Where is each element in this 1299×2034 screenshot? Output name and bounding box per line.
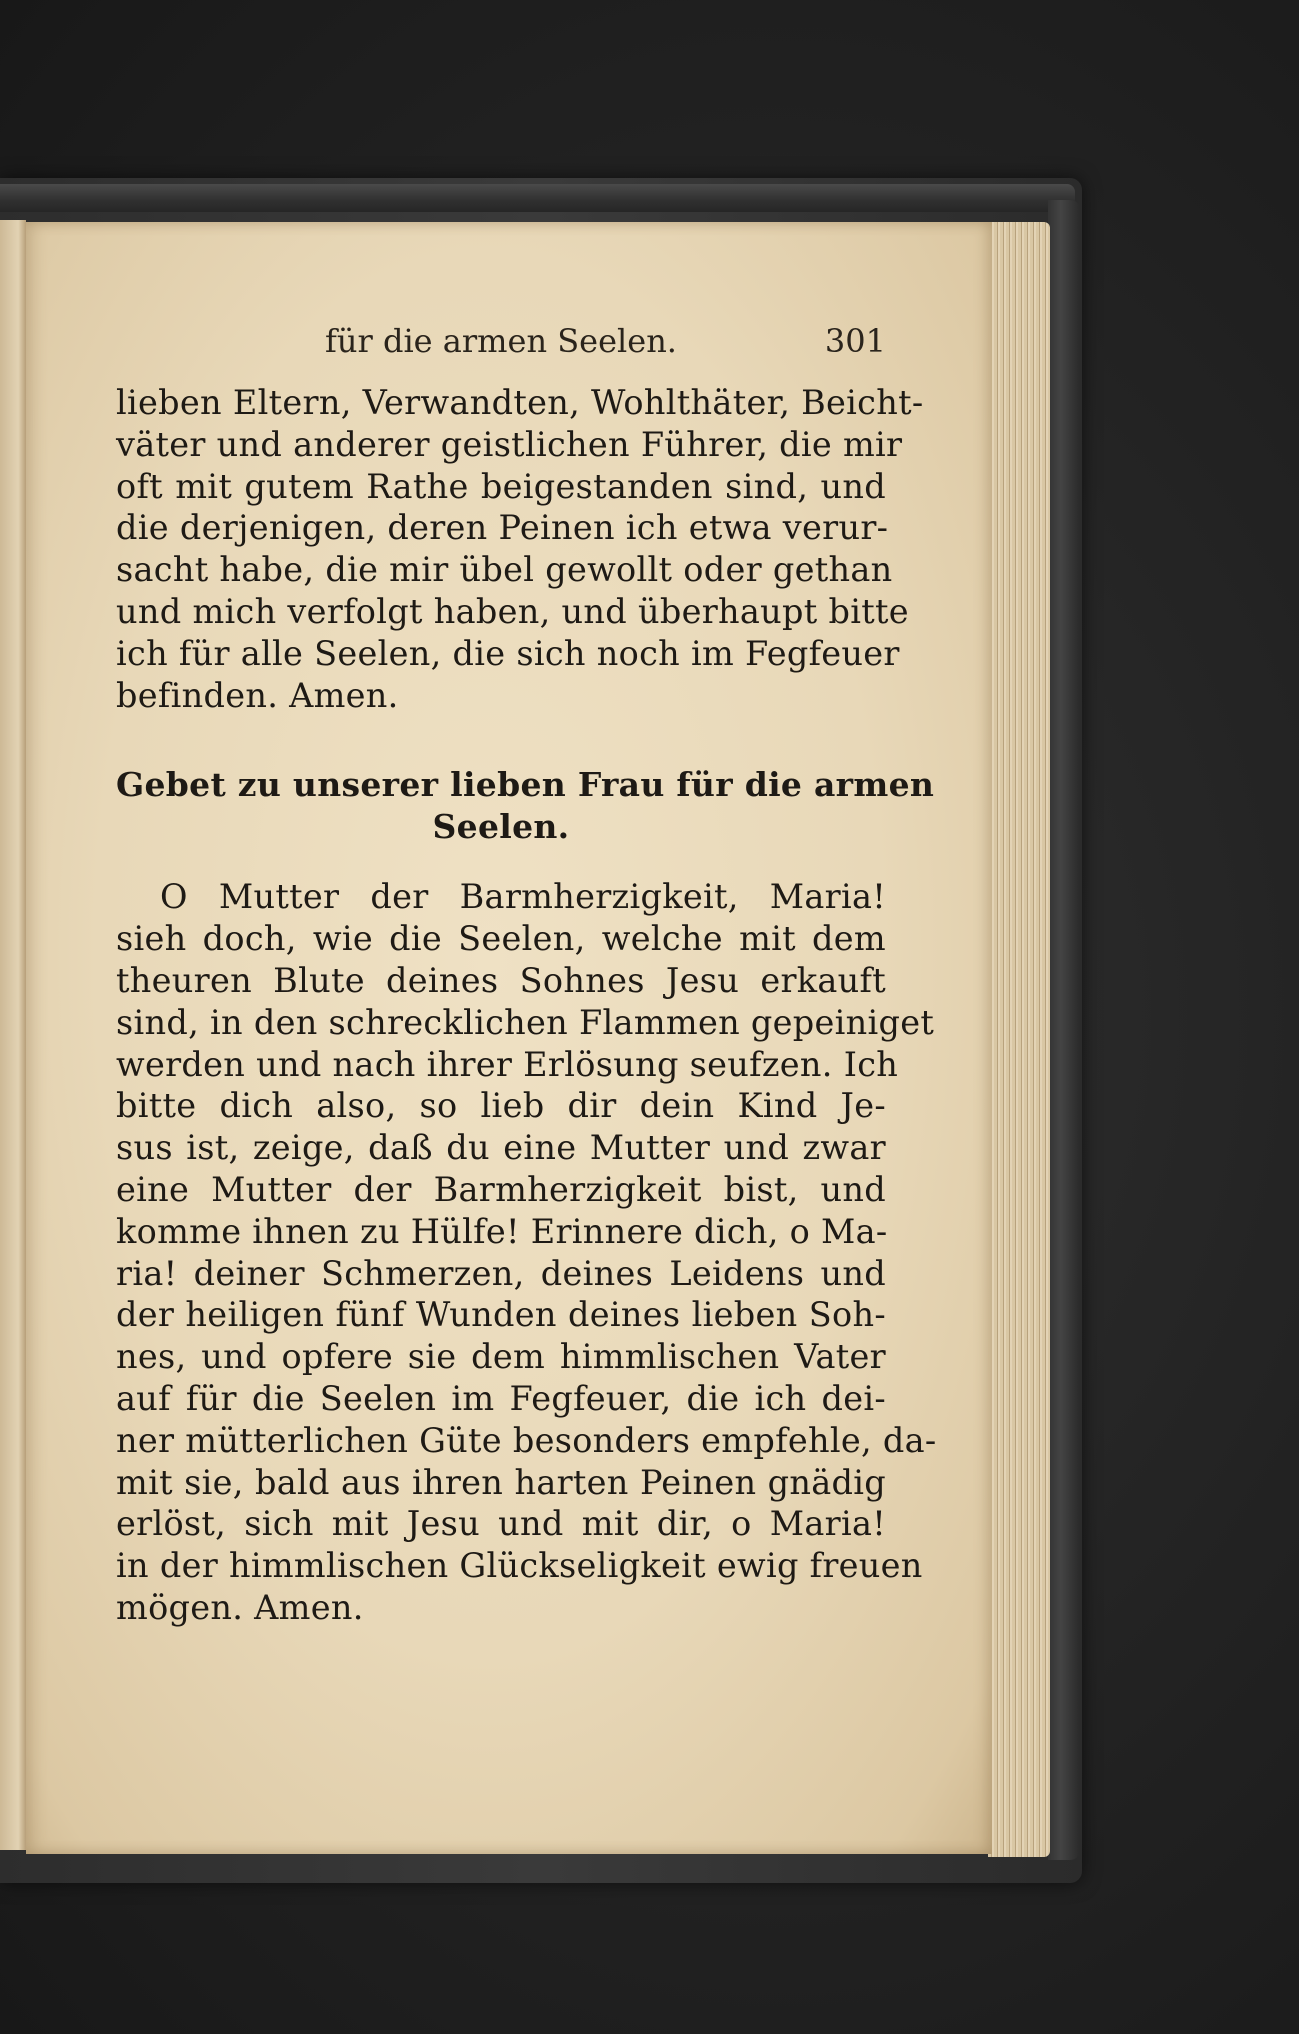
heading-line: Gebet zu unserer lieben Frau für die armen (116, 765, 935, 805)
text-line: erlöst, sich mit Jesu und mit dir, o Maria! (116, 1504, 886, 1544)
text-line: mögen. Amen. (116, 1587, 364, 1627)
cover-right-edge (1048, 200, 1080, 1860)
text-line: eine Mutter der Barmherzigkeit bist, und (116, 1169, 886, 1209)
text-line: komme ihnen zu Hülfe! Erinnere dich, o Ma- (116, 1211, 888, 1251)
heading-line: Seelen. (432, 807, 570, 847)
paragraph-1 (116, 382, 924, 716)
text-line: sus ist, zeige, daß du eine Mutter und zwar (116, 1128, 886, 1168)
page-text-block (116, 314, 937, 1629)
cover-top-edge (0, 184, 1075, 212)
page-number: 301 (824, 322, 886, 360)
text-line: der heiligen fünf Wunden deines lieben Soh- (116, 1295, 886, 1335)
text-line: die derjenigen, deren Peinen ich etwa verur- (116, 508, 889, 548)
text-line: bitte dich also, so lieb dir dein Kind Je- (116, 1086, 886, 1126)
text-line: O Mutter der Barmherzigkeit, Maria! (160, 877, 886, 917)
paragraph-2 (116, 876, 937, 1628)
text-line: oft mit gutem Rathe beigestanden sind, und (116, 466, 886, 506)
text-line: theuren Blute deines Sohnes Jesu erkauft (116, 960, 886, 1000)
text-line: in der himmlischen Glückseligkeit ewig freuen (116, 1546, 923, 1586)
text-line: väter und anderer geistlichen Führer, die mir (116, 424, 903, 464)
section-heading (116, 764, 935, 848)
text-line: ria! deiner Schmerzen, deines Leidens und (116, 1253, 886, 1293)
text-line: werden und nach ihrer Erlösung seufzen. Ich (116, 1044, 899, 1084)
text-line: ner mütterlichen Güte besonders empfehle, da- (116, 1420, 937, 1460)
fore-edge-pages (988, 222, 1050, 1857)
left-page-edge (0, 220, 26, 1850)
text-line: mit sie, bald aus ihren harten Peinen gnädig (116, 1462, 886, 1502)
text-line: sacht habe, die mir übel gewollt oder gethan (116, 550, 893, 590)
text-line: nes, und opfere sie dem himmlischen Vater (116, 1337, 886, 1377)
running-title: für die armen Seelen. (325, 322, 677, 360)
text-line: und mich verfolgt haben, und überhaupt bitte (116, 591, 909, 631)
text-line: auf für die Seelen im Fegfeuer, die ich dei- (116, 1378, 886, 1418)
text-line: sieh doch, wie die Seelen, welche mit dem (116, 919, 886, 959)
text-line: lieben Eltern, Verwandten, Wohlthäter, Beicht- (116, 383, 924, 422)
running-head (116, 314, 886, 364)
text-line: ich für alle Seelen, die sich noch im Fegfeuer (116, 633, 900, 673)
text-line: befinden. Amen. (116, 675, 399, 715)
book-page (26, 222, 992, 1854)
text-line: sind, in den schrecklichen Flammen gepeiniget (116, 1002, 935, 1042)
